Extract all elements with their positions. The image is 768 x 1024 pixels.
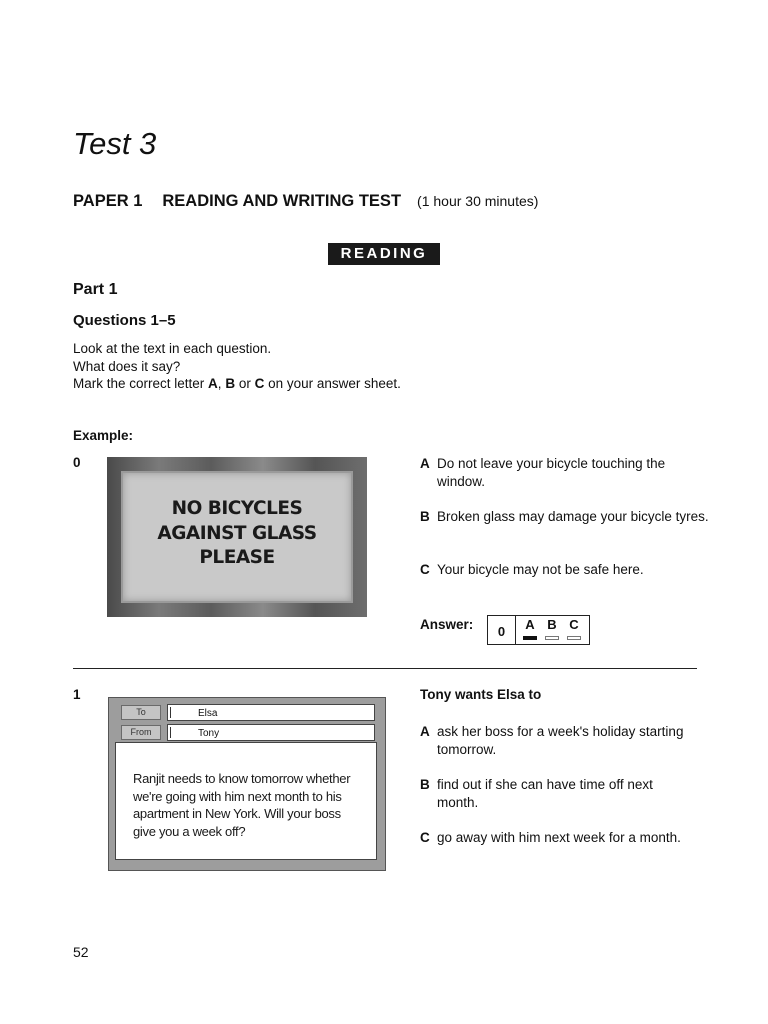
answer-number: 0 xyxy=(488,616,516,644)
example-option-a xyxy=(420,455,710,491)
paper-name: READING AND WRITING TEST xyxy=(162,192,402,210)
sign-line: AGAINST GLASS xyxy=(157,522,317,544)
example-option-b xyxy=(420,508,710,526)
instructions xyxy=(73,340,401,393)
option-text: ask her boss for a week's holiday starting tomorrow. xyxy=(437,724,684,757)
q1-option-b xyxy=(420,776,690,812)
answer-letter: A xyxy=(525,617,535,632)
from-field: Tony xyxy=(167,724,375,741)
question-stem: Tony wants Elsa to xyxy=(420,687,542,702)
option-letter: B xyxy=(420,777,430,792)
option-text: Do not leave your bicycle touching the window. xyxy=(437,456,666,489)
paper-label: PAPER 1 xyxy=(73,192,143,210)
answer-mark-a xyxy=(523,636,537,640)
paper-duration: (1 hour 30 minutes) xyxy=(417,193,539,209)
page-number: 52 xyxy=(73,944,89,960)
example-number: 0 xyxy=(73,455,81,470)
option-text: go away with him next week for a month. xyxy=(437,830,681,845)
divider xyxy=(73,668,697,669)
sign-board xyxy=(121,471,353,603)
email-window xyxy=(108,697,386,871)
option-text: Your bicycle may not be safe here. xyxy=(437,562,644,577)
answer-letter: C xyxy=(569,617,579,632)
paper-heading xyxy=(73,192,538,211)
option-letter: C xyxy=(420,830,430,845)
questions-heading: Questions 1–5 xyxy=(73,312,176,329)
answer-marks xyxy=(523,636,589,654)
option-letter: A xyxy=(420,724,430,739)
part-heading: Part 1 xyxy=(73,281,118,298)
email-message xyxy=(133,770,369,840)
option-letter: B xyxy=(420,509,430,524)
message-line: give you a week off? xyxy=(133,823,246,839)
option-letter: A xyxy=(420,456,430,471)
to-field: Elsa xyxy=(167,704,375,721)
q1-option-c xyxy=(420,829,690,847)
q1-option-a xyxy=(420,723,690,759)
sign-text xyxy=(123,497,351,571)
option-letter: C xyxy=(420,562,430,577)
to-label: To xyxy=(121,705,161,720)
answer-letter: B xyxy=(547,617,557,632)
message-line: apartment in New York. Will your boss xyxy=(133,806,341,821)
example-option-c xyxy=(420,561,710,579)
sign-line: PLEASE xyxy=(199,547,275,568)
sign-photo xyxy=(107,457,367,617)
question-number: 1 xyxy=(73,687,81,702)
example-label: Example: xyxy=(73,428,134,443)
answer-letters xyxy=(519,617,585,632)
option-text: Broken glass may damage your bicycle tyres. xyxy=(437,509,709,524)
answer-label: Answer: xyxy=(420,617,474,632)
email-body xyxy=(115,742,377,860)
instruction-line: What does it say? xyxy=(73,358,181,374)
message-line: Ranjit needs to know tomorrow whether xyxy=(133,771,351,786)
from-label: From xyxy=(121,725,161,740)
answer-mark-b xyxy=(545,636,559,640)
option-text: find out if she can have time off next month. xyxy=(437,777,653,810)
section-badge: READING xyxy=(328,243,440,265)
sign-line: NO BICYCLES xyxy=(171,498,303,519)
message-line: we're going with him next month to his xyxy=(133,788,342,804)
test-title: Test 3 xyxy=(73,126,157,161)
answer-mark-c xyxy=(567,636,581,640)
instruction-line: Mark the correct letter A, B or C on your answer sheet. xyxy=(73,376,401,391)
answer-grid xyxy=(487,615,590,645)
instruction-line: Look at the text in each question. xyxy=(73,341,272,356)
